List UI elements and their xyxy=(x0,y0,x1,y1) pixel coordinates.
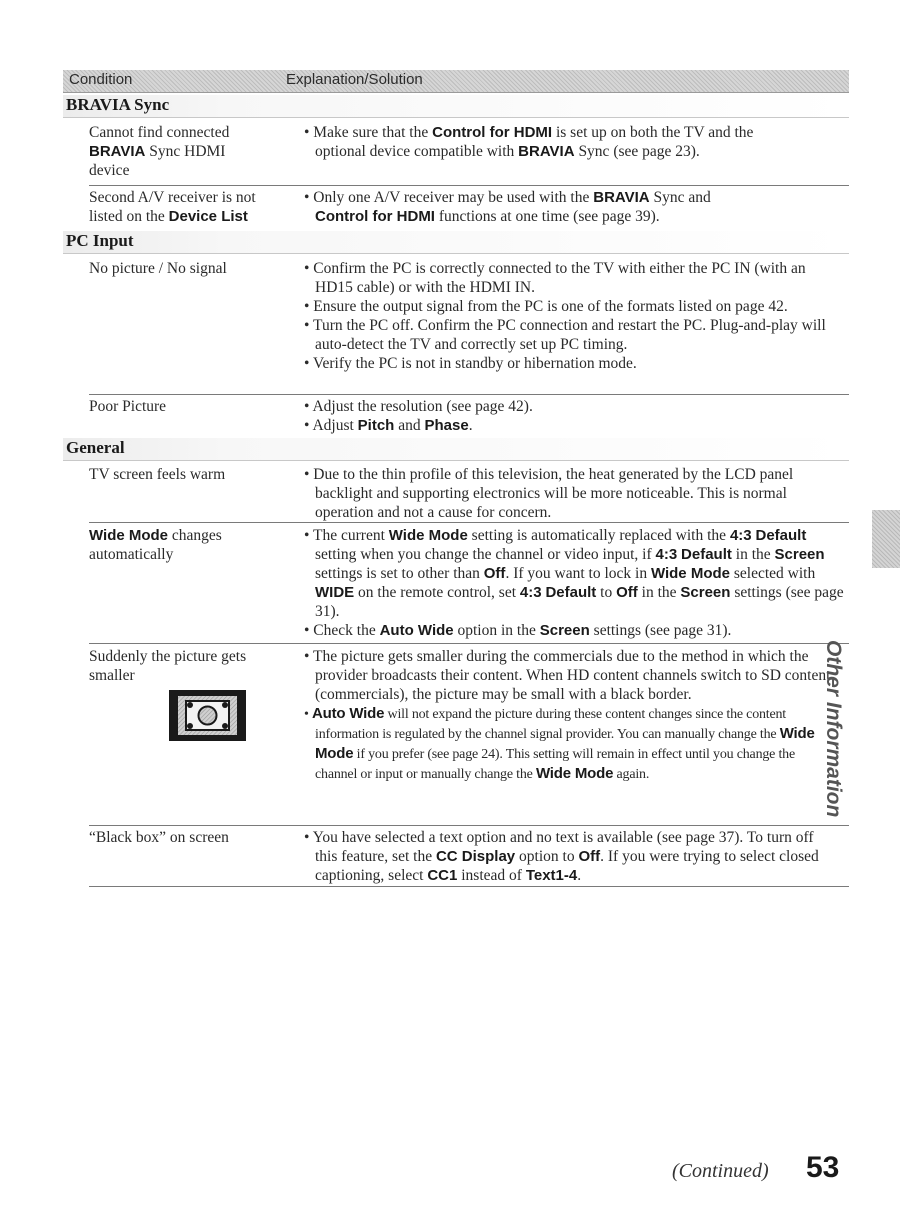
solution-cell: • Only one A/V receiver may be used with the BRAVIA Sync and Control for HDMI functions at one time (see page 39). xyxy=(304,189,711,225)
condition-cell: Poor Picture xyxy=(89,398,167,415)
condition-cell: Second A/V receiver is not listed on the Device List xyxy=(89,189,256,225)
solution-cell: • Due to the thin profile of this television, the heat generated by the LCD panel backlight and supporting electronics will be more noticeable. This is normal operation and not a cause for concern. xyxy=(304,466,794,521)
solution-cell: • Confirm the PC is correctly connected to the TV with either the PC IN (with an HD15 cable) or with the HDMI IN. • Ensure the output signal from the PC is one of the formats listed on page 42. • Turn the PC off. Confirm the PC connection and restart the PC. Plug-and-play will auto-detect the TV and correctly set up PC timing. • Verify the PC is not in standby or hibernation mode. xyxy=(304,260,826,372)
row-divider xyxy=(89,522,849,523)
row-divider xyxy=(89,643,849,644)
letterbox-picture-icon xyxy=(169,690,246,741)
condition-column-header: Condition xyxy=(69,71,133,88)
condition-cell: Cannot find connected BRAVIA Sync HDMI device xyxy=(89,124,230,179)
condition-cell: TV screen feels warm xyxy=(89,466,226,483)
solution-cell: • Adjust the resolution (see page 42). • Adjust Pitch and Phase. xyxy=(304,398,533,434)
page-number: 53 xyxy=(806,1151,840,1184)
table-header xyxy=(63,70,849,93)
solution-cell: • Make sure that the Control for HDMI is set up on both the TV and the optional device compatible with BRAVIA Sync (see page 23). xyxy=(304,124,754,160)
condition-cell: No picture / No signal xyxy=(89,260,227,277)
solution-cell: • The current Wide Mode setting is automatically replaced with the 4:3 Default setting when you change the channel or video input, if 4:3 Default in the Screen settings is set to other than Off. If you want to lock in Wide Mode selected with WIDE on the remote control, set 4:3 Default to Off in the Screen settings (see page 31). • Check the Auto Wide option in the Screen settings (see page 31). xyxy=(304,527,844,639)
section-general xyxy=(63,438,849,461)
solution-cell: • The picture gets smaller during the commercials due to the method in which the provider broadcasts their content. When HD content channels switch to SD content (commercials), the picture may be small with a black border. • Auto Wide will not expand the picture during these content changes since the content information is regulated by the channel signal provider. You can manually change the Wide Mode if you prefer (see page 24). This setting will remain in effect until you change the channel or input or manually change the Wide Mode again. xyxy=(304,648,831,782)
solution-cell: • You have selected a text option and no text is available (see page 37). To turn off this feature, set the CC Display option to Off. If you were trying to select closed captioning, select CC1 instead of Text1-4. xyxy=(304,829,819,884)
section-tab-marker xyxy=(872,510,900,568)
side-tab-label: Other Information xyxy=(822,640,845,818)
section-bravia-sync xyxy=(63,95,849,118)
condition-cell: Wide Mode changes automatically xyxy=(89,527,222,563)
row-divider xyxy=(89,185,849,186)
section-title: General xyxy=(66,438,125,457)
explanation-column-header: Explanation/Solution xyxy=(286,71,423,88)
section-title: PC Input xyxy=(66,231,134,250)
section-title: BRAVIA Sync xyxy=(66,95,170,114)
row-divider xyxy=(89,825,849,826)
continued-note: (Continued) xyxy=(672,1160,769,1182)
condition-cell: “Black box” on screen xyxy=(89,829,229,846)
row-divider xyxy=(89,886,849,887)
row-divider xyxy=(89,394,849,395)
section-pc-input xyxy=(63,231,849,254)
condition-cell: Suddenly the picture gets smaller xyxy=(89,648,247,684)
